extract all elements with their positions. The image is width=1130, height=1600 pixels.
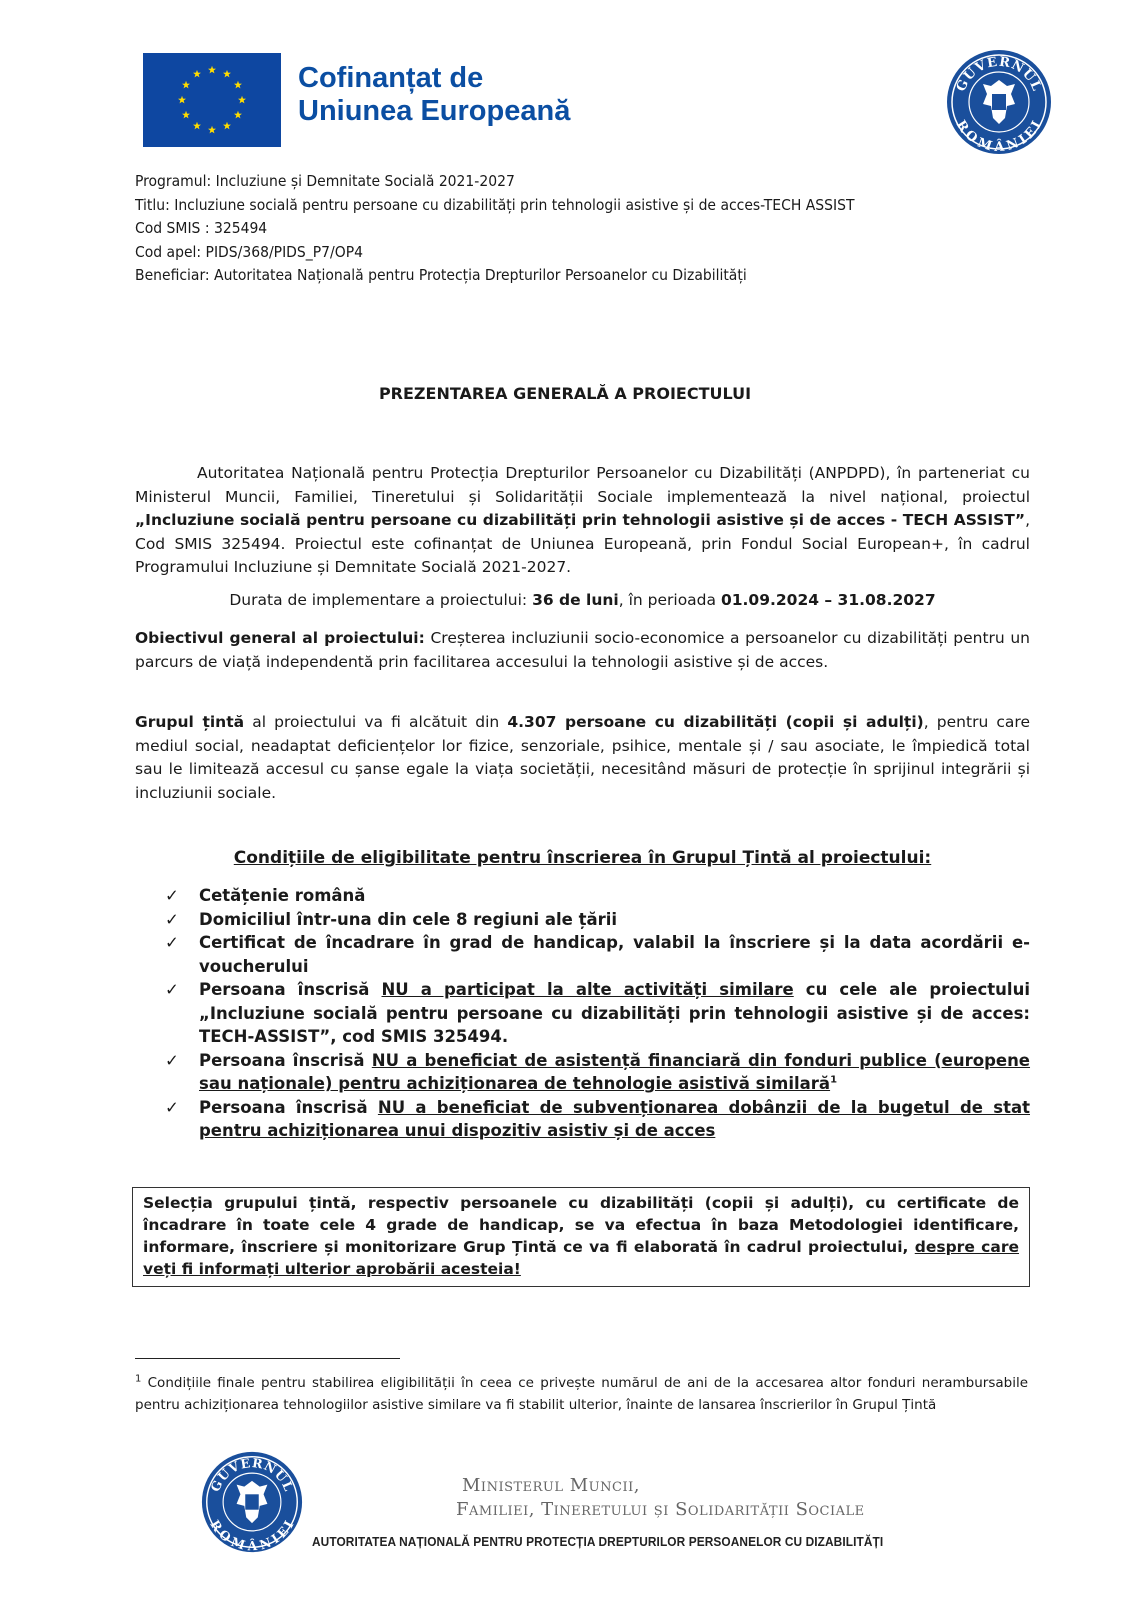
agency-name-footer: AUTORITATEA NAȚIONALĂ PENTRU PROTECȚIA DREPTURILOR PERSOANELOR CU DIZABILITĂȚI — [312, 1535, 884, 1549]
footnote — [135, 1372, 1028, 1416]
intro-paragraph — [135, 462, 1030, 580]
duration-line — [135, 591, 1030, 609]
eu-stars-icon — [143, 53, 281, 147]
objective-paragraph — [135, 627, 1030, 674]
conditions-list — [165, 884, 1030, 1143]
condition-text: Cetățenie română — [199, 886, 366, 905]
duration-dates: 01.09.2024 – 31.08.2027 — [720, 591, 936, 609]
footnote-number: 1 — [135, 1373, 142, 1385]
conditions-title: Condițiile de eligibilitate pentru înscrierea în Grupul Țintă al proiectului: — [233, 848, 932, 868]
program-line: Programul: Incluziune și Demnitate Socială 2021-2027 — [135, 172, 515, 190]
svg-text:ROMÂNIEI: ROMÂNIEI — [207, 1517, 297, 1554]
intro-text-1: Autoritatea Națională pentru Protecția Drepturilor Persoanelor cu Dizabilități (ANPDPD), în parteneriat cu Ministerul Muncii, Familiei, Tineretului și Solidarității Sociale implementează la nivel național, proiectul — [135, 464, 1030, 506]
ministry-line1: Ministerul Muncii, — [462, 1475, 640, 1496]
svg-text:GUVERNUL: GUVERNUL — [207, 1455, 297, 1494]
eu-logo-line2: Uniunea Europeană — [298, 95, 571, 127]
selection-notice-box — [132, 1187, 1030, 1287]
target-group-paragraph — [135, 711, 1030, 805]
document-title: PREZENTAREA GENERALĂ A PROIECTULUI — [378, 384, 752, 403]
romania-coat-of-arms-icon — [200, 1450, 304, 1554]
footnote-divider — [135, 1358, 400, 1359]
government-seal-bottom — [200, 1450, 304, 1554]
objective-text: Creșterea incluziunii socio-economice a persoanelor cu dizabilități pentru un parcurs de viață independentă prin facilitarea accesului la tehnologii asistive și de acces. — [135, 629, 1031, 671]
selection-text: Selecția grupului țintă, respectiv persoanele cu dizabilități (copii și adulți), cu certificate de încadrare în toate cele 4 grade de handicap, se va efectua în baza Metodologiei identificare, informare, înscriere și monitorizare Grup Țintă ce va fi elaborată în cadrul proiectului, — [143, 1194, 1019, 1256]
project-title-line: Titlu: Incluziune socială pentru persoane cu dizabilități prin tehnologii asistive și de acces-TECH ASSIST — [135, 195, 855, 214]
romania-coat-of-arms-icon — [945, 48, 1053, 156]
svg-text:ROMÂNIEI: ROMÂNIEI — [952, 117, 1046, 155]
objective-label: Obiectivul general al proiectului: — [135, 629, 425, 647]
condition-underlined: NU a beneficiat de subvenționarea dobânzii de la bugetul de stat pentru achiziționarea unui dispozitiv asistiv și de acces — [199, 1097, 1030, 1140]
duration-months: 36 de luni — [532, 591, 619, 609]
condition-item — [165, 1096, 1030, 1143]
selection-underlined: despre care veți fi informați ulterior aprobării acesteia! — [143, 1238, 1019, 1278]
cod-smis-line: Cod SMIS : 325494 — [135, 219, 268, 237]
program-info — [135, 170, 1035, 288]
condition-text: Domiciliul într-una din cele 8 regiuni ale țării — [199, 909, 618, 929]
condition-text: Persoana înscrisă — [199, 1050, 372, 1070]
footnote-ref: 1 — [830, 1074, 838, 1086]
target-group-label: Grupul țintă — [135, 713, 245, 731]
duration-label: Durata de implementare a proiectului: — [229, 591, 533, 609]
eu-flag-logo — [143, 53, 281, 147]
condition-underlined: NU a beneficiat de asistență financiară din fonduri publice (europene sau naționale) pentru achiziționarea de tehnologie asistivă similară — [199, 1050, 1031, 1093]
condition-item — [165, 978, 1030, 1049]
eu-logo-text — [298, 62, 628, 128]
government-seal-top — [945, 48, 1053, 156]
checkmark-icon: ✓ — [165, 933, 179, 952]
checkmark-icon: ✓ — [165, 1050, 179, 1070]
target-group-text-2: , pentru care mediul social, neadaptat deficiențelor lor fizice, senzoriale, psihice, mentale și / sau asociate, le împiedică total sau le limitează accesul cu șanse egale la viața societății, necesitând măsuri de protecție în sprijinul integrării și incluziunii sociale. — [135, 713, 1030, 802]
target-group-count: 4.307 persoane cu dizabilități (copii și adulți) — [507, 713, 924, 731]
condition-text: cu cele ale proiectului „Incluziune socială pentru persoane cu dizabilități prin tehnologii asistive și de acces: TECH-ASSIST”, cod SMIS 325494. — [199, 980, 1030, 1046]
checkmark-icon: ✓ — [165, 980, 179, 999]
ministry-line2: Familiei, Tineretului și Solidarității Sociale — [456, 1499, 865, 1520]
condition-item — [165, 884, 1030, 908]
footnote-text: Condițiile finale pentru stabilirea eligibilității în ceea ce privește numărul de ani de la accesarea altor fonduri nerambursabile pentru achiziționarea tehnologiilor asistive similare va fi stabilit ulterior, înainte de lansarea înscrierilor în Grupul Țintă — [135, 1375, 1028, 1413]
checkmark-icon: ✓ — [165, 886, 179, 905]
ministry-name — [456, 1474, 922, 1522]
condition-text: Certificat de încadrare în grad de handicap, valabil la înscriere și la data acordării e-voucherului — [199, 933, 1030, 976]
intro-project-name: „Incluziune socială pentru persoane cu dizabilități prin tehnologii asistive și de acces - TECH ASSIST” — [135, 511, 1026, 529]
checkmark-icon: ✓ — [165, 909, 179, 929]
condition-text: Persoana înscrisă — [199, 1097, 378, 1117]
condition-item — [165, 1049, 1030, 1096]
eu-logo-line1: Cofinanțat de — [298, 62, 484, 94]
target-group-text-1: al proiectului va fi alcătuit din — [244, 713, 508, 731]
condition-item — [165, 908, 1030, 932]
beneficiar-line: Beneficiar: Autoritatea Națională pentru Protecția Drepturilor Persoanelor cu Dizabilități — [135, 266, 747, 284]
svg-text:GUVERNUL: GUVERNUL — [953, 54, 1045, 94]
intro-text-2: , Cod SMIS 325494. Proiectul este cofinanțat de Uniunea Europeană, prin Fondul Social European+, în cadrul Programului Incluziune și Demnitate Socială 2021-2027. — [135, 511, 1030, 576]
condition-underlined: NU a participat la alte activități similare — [381, 980, 794, 999]
condition-item — [165, 931, 1030, 978]
checkmark-icon: ✓ — [165, 1097, 179, 1117]
duration-period-label: , în perioada — [618, 591, 721, 609]
condition-text: Persoana înscrisă — [199, 980, 382, 999]
cod-apel-line: Cod apel: PIDS/368/PIDS_P7/OP4 — [135, 242, 363, 261]
